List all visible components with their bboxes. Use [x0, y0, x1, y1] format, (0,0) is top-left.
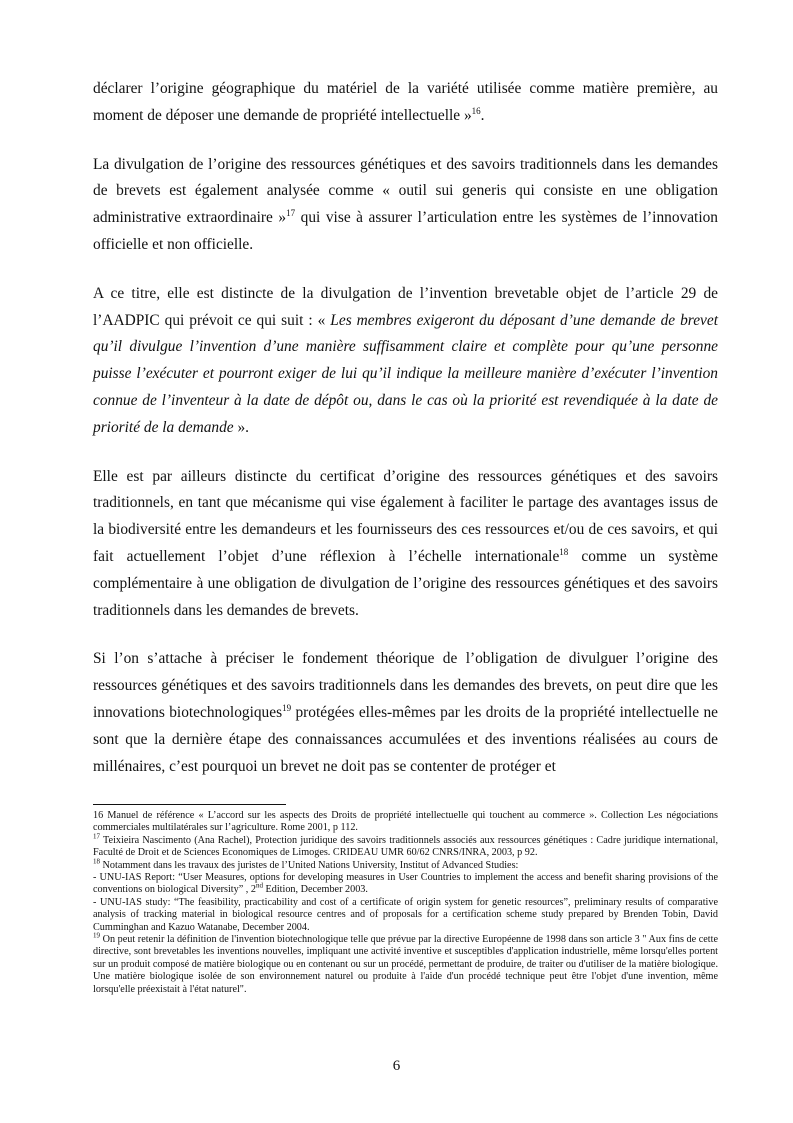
footnote-17-text: Teixieira Nascimento (Ana Rachel), Protection juridique des savoirs traditionnels associés aux ressources génétiques : Cadre juridique international, Faculté de Droit et de Sciences Economiques de Limoges. CRIDEAU UMR 60/62 CNRS/INRA, 2003, p 92. — [93, 834, 718, 859]
footnote-ref-19[interactable]: 19 — [282, 702, 292, 713]
paragraph-3 — [93, 281, 718, 442]
paragraph-5-text-a: Si l’on s’attache à préciser le fondement théorique de l’obligation de divulguer l’origine des ressources génétiques et des savoirs traditionnels dans les demandes des brevets, on peut dire que les innovations biotechnologiques — [93, 650, 718, 721]
footnote-18-item-report — [93, 872, 718, 897]
paragraph-2 — [93, 152, 718, 259]
footnote-19 — [93, 931, 718, 996]
footnote-18-number: 18 — [93, 857, 100, 866]
paragraph-2-text-b: qui vise à assurer l’articulation entre les systèmes de l’innovation officielle et non officielle. — [93, 209, 718, 253]
footnotes — [93, 810, 718, 996]
footnote-19-text: On peut retenir la définition de l'invention biotechnologique telle que prévue par la directive Européenne de 1998 dans son article 3 " Aux fins de cette directive, sont brevetables les inventions nouvelles, impliquant une activité inventive et susceptibles d'application industrielle, même lorsqu'elles portent sur un produit composé de matière biologique ou en contenant ou sur un procédé, permettant de produire, de traiter ou d'utiliser de la matière biologique. Une matière biologique isolée de son environnement naturel ou produite à l'aide d'un procédé technique peut être l'objet d'une invention, même lorsqu'elle préexistait à l'état naturel". — [93, 934, 718, 995]
footnote-18-item-study: - UNU-IAS study: “The feasibility, practicability and cost of a certificate of origin system for genetic resources”, preliminary results of comparative analysis of tracking material in biological resource centres and of proposals for a certification scheme study prepared by Brenden Tobin, David Cumminghan and Kazuo Watanabe, December 2004. — [93, 896, 718, 933]
footnote-ref-17[interactable]: 17 — [286, 208, 296, 219]
footnote-19-number: 19 — [93, 931, 100, 940]
paragraph-1-end: . — [480, 106, 485, 124]
footnote-18-edition-suffix: nd — [255, 882, 263, 891]
footnote-18 — [93, 857, 718, 872]
footnote-18-item-report-text: - UNU-IAS Report: “User Measures, options for developing measures in User Countries to implement the access and benefit sharing provisions of the conventions on biological Diversity” , 2 — [93, 872, 718, 896]
footnote-separator — [93, 804, 286, 805]
footnote-ref-16[interactable]: 16 — [471, 105, 481, 116]
footnote-17-number: 17 — [93, 832, 100, 841]
paragraph-1-text: déclarer l’origine géographique du matériel de la variété utilisée comme matière première, au moment de déposer une demande de propriété intellectuelle » — [93, 80, 718, 124]
paragraph-4-text-b: comme un système complémentaire à une obligation de divulgation de l’origine des ressources génétiques et des savoirs traditionnels dans les demandes de brevets. — [93, 547, 718, 619]
footnote-17 — [93, 832, 718, 860]
paragraph-4-text-a: Elle est par ailleurs distincte du certificat d’origine des ressources génétiques et des savoirs traditionnels, en tant que mécanisme qui vise également à faciliter le partage des avantages issus de la biodiversité entre les demandeurs et les fournisseurs des ces ressources et/ou de ces savoirs, et qui fait actuellement l’objet d’une réflexion à l’échelle internationale — [93, 467, 718, 565]
paragraph-3-text-b: ». — [233, 418, 250, 436]
paragraph-3-text-a: A ce titre, elle est distincte de la divulgation de l’invention brevetable objet de l’article 29 de l’AADPIC qui prévoit ce qui suit : « — [93, 284, 718, 329]
paragraph-5-text-b: protégées elles-mêmes par les droits de la propriété intellectuelle ne sont que la dernière étape des connaissances accumulées et des inventions réalisées au cours de millénaires, c’est pourquoi un brevet ne doit pas se contenter de protéger et — [93, 703, 718, 775]
footnote-18-text: Notamment dans les travaux des juristes de l’United Nations University, Institut of Advanced Studies: — [100, 859, 519, 871]
footnote-18-item-report-end: Edition, December 2003. — [262, 884, 368, 896]
page-number: 6 — [392, 1058, 401, 1074]
article-29-quote: Les membres exigeront du déposant d’une demande de brevet qu’il divulgue l’invention d’une manière suffisamment claire et complète pour qu’une personne puisse l’exécuter et pourront exiger de lui qu’il indique la meilleure manière d’exécuter l’invention connue de l’inventeur à la date de dépôt ou, dans le cas où la priorité est revendiquée à la date de priorité de la demande — [93, 311, 718, 436]
paragraph-1 — [93, 76, 718, 130]
paragraph-4 — [93, 464, 718, 625]
paragraph-2-text-a: La divulgation de l’origine des ressources génétiques et des savoirs traditionnels dans les demandes de brevets est également analysée comme « outil sui generis qui consiste en une obligation administrative extraordinaire » — [93, 155, 718, 227]
body-text — [93, 76, 718, 802]
footnote-16: 16 Manuel de référence « L’accord sur les aspects des Droits de propriété intellectuelle qui touchent au commerce ». Collection Les négociations commerciales multilatérales sur l’agriculture. Rome 2001, p 112. — [93, 810, 718, 834]
paragraph-5 — [93, 646, 718, 780]
footnote-ref-18[interactable]: 18 — [559, 546, 569, 557]
